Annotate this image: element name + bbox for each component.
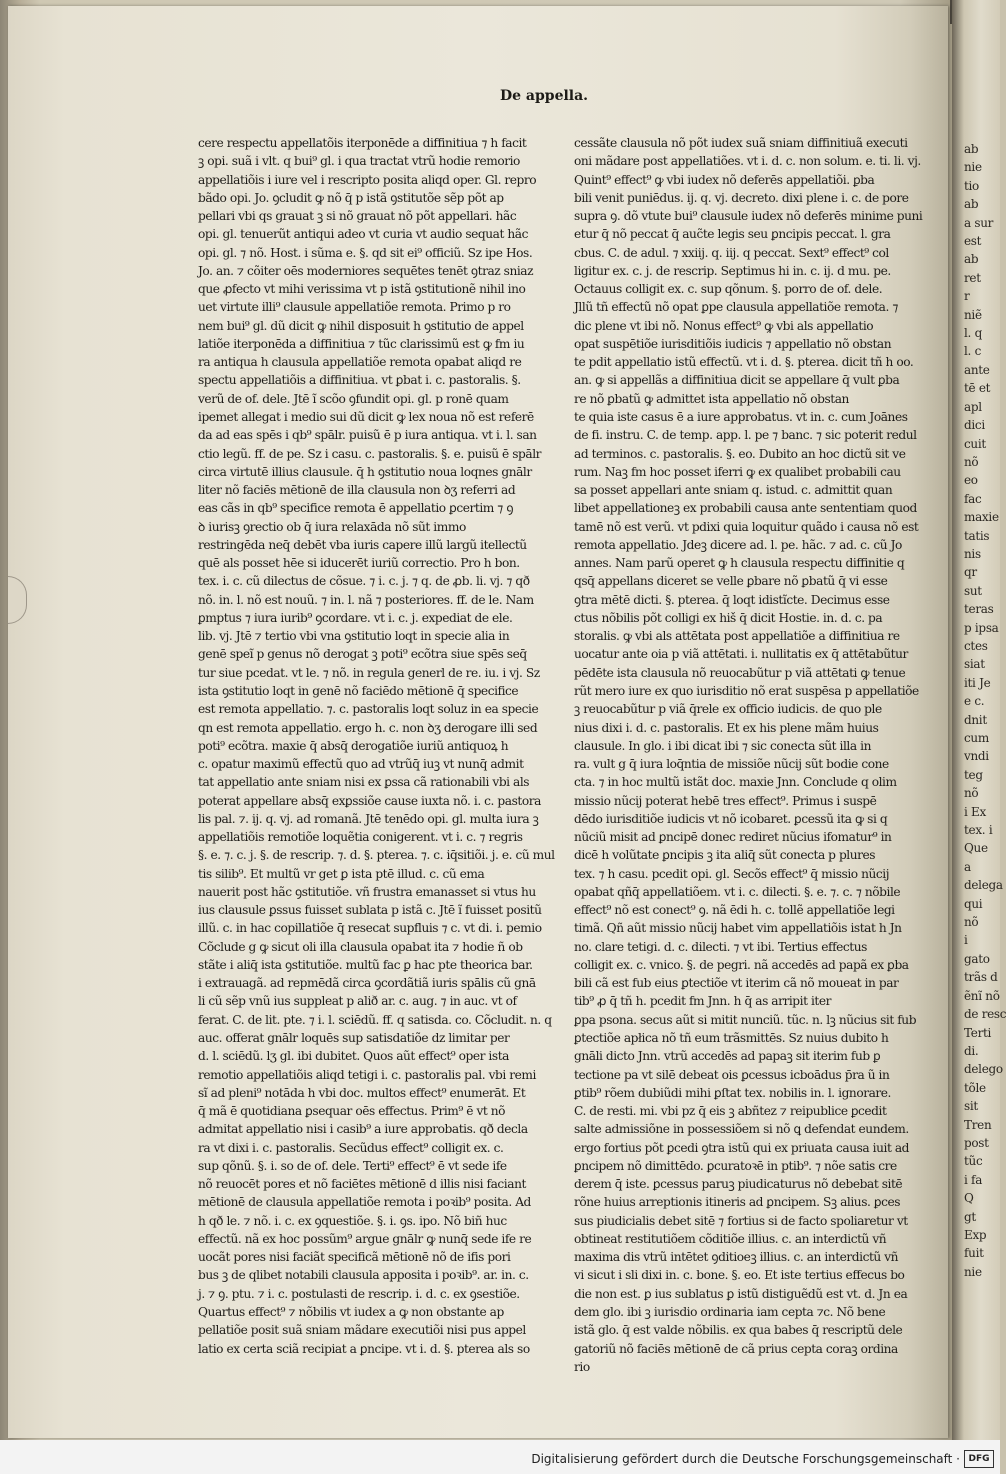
- text-line: rum. Naꝫ fm hoc posset iferri ꝙ ex qualibet probabili cau: [574, 464, 901, 479]
- text-line: cbus. C. de adul. ⁊ xxiij. q. iij. q peccat. Sext⁹ effect⁹ col: [574, 245, 889, 260]
- text-line: que ꝓfecto vt mihi verissima vt p istã ꝯstitutionẽ nihil ino: [198, 282, 526, 297]
- text-line: timã. Qñ aũt missio nũcij habet vim appellatiõis istat h Jn: [574, 921, 902, 936]
- edge-line: nõ: [964, 786, 979, 801]
- edge-line: l. q: [964, 326, 982, 341]
- text-line: auc. offerat gnālr loquēs sup satisdatiõe dz limitar per: [198, 1031, 510, 1046]
- edge-line: vndi: [964, 749, 989, 764]
- text-line: ra vt dixi i. c. pastoralis. Secũdus effect⁹ colligit ex. c.: [198, 1140, 504, 1155]
- text-line: c. opatur maximũ effectũ quo ad vtrũq̄ iuꝫ vt nunq̄ admit: [198, 757, 524, 772]
- edge-line: ret: [964, 270, 981, 285]
- text-line: latio ex certa sciã recipiat a ꝑncipe. vt i. d. §. pterea als so: [198, 1341, 530, 1356]
- text-line: vi sicut i sli dixi in. c. bone. §. eo. Et iste tertius effecus bo: [574, 1268, 905, 1283]
- edge-line: gato: [964, 951, 990, 966]
- edge-line: sit: [964, 1099, 978, 1114]
- text-line: dic plene vt ibi nõ. Nonus effect⁹ ꝙ vbi als appellatio: [574, 318, 874, 333]
- edge-line: nis: [964, 546, 981, 561]
- edge-line: ctes: [964, 638, 988, 653]
- text-line: §. e. ⁊. c. j. §. de rescrip. ⁊. d. §. pterea. ⁊. c. iq̄sitiõi. j. e. cũ mul: [198, 848, 555, 863]
- edge-line: post: [964, 1135, 989, 1150]
- text-line: storalis. ꝙ vbi als attētata post appellatiõe a diffinitiua re: [574, 629, 900, 644]
- text-line: derem q̄ iste. ꝑcessus paruꝫ piudicaturus nõ debebat sitē: [574, 1177, 903, 1192]
- text-line: ꝫ reuocabũtur p viã q̄rele ex officio iudicis. de quo ple: [574, 702, 882, 717]
- text-line: etur q̄ nõ peccat q̄ auc̃te legis seu ꝑncipis peccat. l. gra: [574, 227, 891, 242]
- text-line: supra ꝯ. dõ vtute bui⁹ clausule iudex nõ deferēs minime puni: [574, 209, 923, 224]
- text-line: tis silib⁹. Et multũ vr get ꝑ ista ptē illud. c. cũ ema: [198, 866, 485, 881]
- text-line: poti⁹ ecõtra. maxie q̄ absq̄ derogatiõe iuriũ antiquoꝝ h: [198, 738, 509, 753]
- edge-line: tũc: [964, 1154, 983, 1169]
- text-line: ꝑtib⁹ rõem dubiũdi mihi ꝑſtat tex. nobilis in. l. ignorare.: [574, 1085, 891, 1100]
- text-line: nũciũ misit ad ꝑncipē donec rediret nũcius ifomatur⁹ in: [574, 830, 892, 845]
- edge-line: ab: [964, 197, 979, 212]
- text-line: mētionē de clausula appellatiõe remota i poꝛib⁹ posita. Ad: [198, 1195, 531, 1210]
- text-line: bili cã est fub eius ꝑtectiõe vt iterim cã nõ moueat in par: [574, 976, 899, 991]
- text-line: C. de resti. mi. vbi pz q̄ eis ꝫ abñtez ⁊ reipublice ꝑcedit: [574, 1104, 887, 1119]
- text-line: lis pal. ⁊. ij. q. vj. ad romanã. Jtē tenēdo opi. gl. multa iura ꝫ: [198, 811, 539, 826]
- text-line: ipemet allegat i medio sui dũ dicit ꝙ lex noua nõ est referē: [198, 409, 534, 424]
- edge-line: dnit: [964, 712, 987, 727]
- edge-line: fac: [964, 491, 982, 506]
- text-line: j. ⁊ ꝯ. ptu. ⁊ i. c. postulasti de rescrip. i. d. c. ex ꝯsestiõe.: [198, 1286, 520, 1301]
- dfg-logo: DFG: [964, 1450, 994, 1468]
- edge-line: Q: [964, 1191, 974, 1206]
- edge-line: e c.: [964, 694, 985, 709]
- text-line: no. clare tetigi. d. c. dilecti. ⁊ vt ibi. Tertius effectus: [574, 939, 867, 954]
- text-line: nauerit post hãc ꝯstitutiõe. vñ frustra emanasset si vtus hu: [198, 884, 536, 899]
- running-head: De appella.: [500, 88, 589, 104]
- text-line: poterat appellare absq̄ exꝑssiõe cause iuxta nõ. i. c. pastora: [198, 793, 541, 808]
- adjacent-page-edge: [952, 0, 1006, 1440]
- text-line: cta. ⁊ in hoc multũ istãt doc. maxie Jnn. Conclude q olim: [574, 775, 897, 790]
- text-line: tib⁹ ꝓ q̄ tñ h. pcedit fm Jnn. h q̄ as arripit iter: [574, 994, 832, 1009]
- edge-line: Terti: [964, 1025, 992, 1040]
- text-line: libet appellationeꝫ ex probabili causa ante sententiam quod: [574, 501, 917, 516]
- text-line: maxima dis vtrũ intētet ꝯditioeꝫ illius. c. an interdictũ vñ: [574, 1250, 899, 1265]
- edge-line: tio: [964, 178, 979, 193]
- text-line: admitat appellatio nisi i casib⁹ a iure approbatis. qð decla: [198, 1122, 528, 1137]
- text-line: ra. vult g q̄ iura loq̄ntia de missiõe nũcij sũt bodie cone: [574, 757, 889, 772]
- edge-line: dici: [964, 418, 985, 433]
- text-line: uocatur ante oia p viã attētati. i. nullitatis ex q̄ attētabũtur: [574, 647, 908, 662]
- edge-line: p ipsa: [964, 620, 999, 635]
- text-line: ius clausule ꝑssus fuisset sublata p istã c. Jtē ĩ fuisset positũ: [198, 903, 542, 918]
- text-line: clausule. In glo. i ibi dicat ibi ⁊ sic conecta sũt illa in: [574, 738, 871, 753]
- edge-line: teras: [964, 602, 994, 617]
- text-line: Octauus colligit ex. c. sup qõnum. §. porro de of. dele.: [574, 282, 883, 297]
- text-line: te pdit appellatio istũ effectũ. vt i. d. §. pterea. dicit tñ h oo.: [574, 355, 914, 370]
- adjacent-page-text: [964, 140, 1004, 1281]
- text-line: cessãte clausula nõ põt iudex suã sniam diffinitiuã executi: [574, 136, 908, 150]
- text-line: Jo. an. ⁊ cõiter oēs moderniores sequētes tenēt ꝯtraz sniaz: [198, 263, 534, 278]
- text-line: gatoriũ nõ faciēs mētionē de cã prius cepta coraꝫ ordina: [574, 1341, 898, 1356]
- edge-line: i: [964, 933, 968, 948]
- text-line: lib. vj. Jtē ⁊ tertio vbi vna ꝯstitutio loqt in specie alia in: [198, 629, 510, 644]
- edge-line: delega: [964, 878, 1003, 893]
- text-line: ꝑncipem nõ dimittēdo. ꝑcuratoꝛē in ptib⁹. ⁊ nõe satis cre: [574, 1158, 897, 1173]
- text-line: Quint⁹ effect⁹ ꝙ vbi iudex nõ deferēs appellatiõi. ꝑba: [574, 172, 875, 187]
- edge-line: a: [964, 859, 971, 874]
- text-line: ꝑtectiõe apłica nõ tñ eum trãsmittēs. Sz nuius dubito h: [574, 1031, 889, 1046]
- text-line: bus ꝫ de qlibet notabili clausula apposita i poꝛib⁹. ar. in. c.: [198, 1268, 529, 1283]
- text-line: rõne huius arreptionis itineris ad ꝑncipem. Sꝫ alius. ꝑces: [574, 1195, 901, 1210]
- edge-line: nõ: [964, 454, 979, 469]
- text-line: cere respectu appellatõis iterponēde a diffinitiua ⁊ h facit: [198, 136, 527, 150]
- binding-clip: [8, 576, 27, 624]
- text-line: ferat. C. de lit. pte. ⁊ i. l. sciēdũ. ff. q satisda. co. Cõcludit. n. q: [198, 1012, 552, 1027]
- text-line: verũ de of. dele. Jtē ĩ scõo ꝯfundit opi. gl. p ronē quam: [198, 391, 509, 406]
- text-line: nius dixi i. d. c. pastoralis. Et ex his plene mãm huius: [574, 720, 879, 735]
- edge-line: apl: [964, 399, 982, 414]
- text-line: annes. Nam parũ operet ꝙ h clausula respectu diffinitie q: [574, 556, 905, 571]
- edge-line: a sur: [964, 215, 994, 230]
- text-line: dēdo iurisditiõe iudicis vt nõ icobaret. ꝑcessũ ita ꝙ si q: [574, 811, 888, 826]
- edge-line: delego: [964, 1062, 1003, 1077]
- left-text-column: [198, 134, 555, 1358]
- edge-line: sut: [964, 583, 982, 598]
- text-line: ctus nõbilis põt colligi ex hiš q̄ dicit Hostie. in. d. c. pa: [574, 610, 883, 625]
- edge-line: Tren: [964, 1117, 992, 1132]
- text-line: opi. gl. ⁊ nõ. Host. i sũma e. §. qd sit ei⁹ officiũ. Sz ipe Hos.: [198, 245, 533, 260]
- edge-line: qui: [964, 896, 983, 911]
- text-line: opabat qñq̄ appellatiõem. vt i. c. dilecti. §. e. ⁊. c. ⁊ nõbile: [574, 884, 901, 899]
- text-line: h qð le. ⁊ nõ. i. c. ex ꝯquestiõe. §. i. ꝯs. ipo. Nõ biñ huc: [198, 1213, 507, 1228]
- text-line: liter nõ faciēs mētionē de illa clausula non ꝺʒ referri ad: [198, 483, 516, 498]
- edge-line: ante: [964, 362, 990, 377]
- text-line: Cõclude g ꝙ sicut oli illa clausula opabat ita ⁊ hodie ñ ob: [198, 939, 523, 954]
- text-line: remota appellatio. Jdeꝫ dicere ad. l. pe. hãc. ⁊ ad. c. cũ Jo: [574, 537, 902, 552]
- text-line: opat suspētiõe iurisditiõis iudicis ⁊ appellatio nõ obstan: [574, 336, 892, 351]
- text-line: bili venit puniēdus. ij. q. vj. decreto. dixi plene i. c. de pore: [574, 190, 909, 205]
- text-line: tamē nõ est verũ. vt pdixi quia loquitur quãdo i causa nõ est: [574, 519, 919, 534]
- edge-line: i Ex: [964, 804, 986, 819]
- text-line: te quia iste casus ē a iure approbatus. vt in. c. cum Joānes: [574, 409, 908, 424]
- edge-line: tõle: [964, 1080, 986, 1095]
- text-line: rũt mero iure ex quo iurisditio nõ erat suspēsa p appellatiõe: [574, 683, 919, 698]
- text-line: sus piudicialis debet sitē ⁊ fortius si de facto spoliaretur vt: [574, 1213, 908, 1228]
- text-line: genē speĩ p genus nõ derogat ꝫ poti⁹ ecõtra siue spēs seq̄: [198, 647, 527, 662]
- text-line: quē als posset hēe si iducerēt iuriũ correctio. Pro h bon.: [198, 556, 520, 571]
- edge-line: ẽnĩ nõ: [964, 988, 1000, 1003]
- edge-line: tē et: [964, 381, 991, 396]
- text-line: tex. ⁊ h casu. pcedit opi. gl. Secõs effect⁹ q̄ missio nũcij: [574, 866, 890, 881]
- edge-line: nie: [964, 1264, 982, 1279]
- text-line: restringēda neq̄ debēt vba iuris capere illũ largũ itellectũ: [198, 537, 527, 552]
- text-line: ligitur ex. c. j. de rescrip. Septimus hi in. c. ij. d mu. pe.: [574, 263, 891, 278]
- edge-line: cuit: [964, 436, 986, 451]
- edge-line: qr: [964, 565, 977, 580]
- text-line: Jllũ tñ effectũ nõ opat ꝑpe clausula appellatiõe remota. ⁊: [574, 300, 898, 315]
- edge-line: nie: [964, 160, 982, 175]
- edge-line: maxie: [964, 510, 999, 525]
- text-line: de fi. instru. C. de temp. app. l. pe ⁊ banc. ⁊ sic poterit redul: [574, 428, 917, 443]
- text-line: nõ. in. l. nõ est nouũ. ⁊ in. l. nã ⁊ posteriores. ff. de le. Nam: [198, 592, 534, 607]
- edge-line: ab: [964, 252, 979, 267]
- text-line: appellatiõis i iure vel i rescripto posita aliqd oper. Gl. repro: [198, 172, 537, 187]
- text-line: effect⁹ nõ est conect⁹ ꝯ. nã ēdi h. c. tollẽ appellatiõe legi: [574, 903, 895, 918]
- text-line: illũ. c. in hac copillatiõe q̄ resecat supfluis ⁊ c. vt di. i. pemio: [198, 921, 542, 936]
- text-line: ista ꝯstitutio loqt in genē nõ faciēdo mētionē q̄ specifice: [198, 683, 519, 698]
- text-line: ꝯtra mētē dicti. §. pterea. q̄ loqt idistĩcte. Decimus esse: [574, 592, 890, 607]
- text-line: missio nũcij poterat hebē tres effect⁹. Primus i suspē: [574, 793, 877, 808]
- edge-line: teg: [964, 767, 983, 782]
- text-line: uocãt pores nisi faciãt specificã mētionē nõ de ifis pori: [198, 1250, 511, 1265]
- edge-line: i fa: [964, 1172, 983, 1187]
- text-line: die non est. ꝑ ius sublatus ꝑ istũ distiguẽdũ est vt. d. Jn ea: [574, 1286, 908, 1301]
- text-line: nem bui⁹ gl. dũ dicit ꝙ nihil disposuit h ꝯstitutio de appel: [198, 318, 524, 333]
- edge-line: Exp: [964, 1227, 987, 1242]
- text-line: ad terminos. c. pastoralis. §. eo. Dubito an hoc dictũ sit ve: [574, 446, 906, 461]
- text-line: est remota appellatio. ⁊. c. pastoralis loqt soluz in ea specie: [198, 702, 539, 717]
- text-line: obtineat restitutiõem cõditiõe illius. c. an interdictũ vñ: [574, 1231, 887, 1246]
- edge-line: di.: [964, 1043, 979, 1058]
- edge-line: tatis: [964, 528, 990, 543]
- edge-line: r: [964, 289, 970, 304]
- edge-line: gt: [964, 1209, 976, 1224]
- text-line: qn est remota appellatio. ergo h. c. non ꝺʒ derogare illi sed: [198, 720, 538, 735]
- text-line: gnāli dicto Jnn. vtrũ accedēs ad papaꝫ sit iterim fub ꝑ: [574, 1049, 881, 1064]
- edge-line: est: [964, 234, 982, 249]
- text-line: bãdo opi. Jo. ꝯcludit ꝙ nõ q̄ p istã ꝯstitutõe sẽp põt ap: [198, 190, 504, 205]
- text-line: i extrauagã. ad repmēdã circa ꝯcordãtiã iuris spālis cũ gnā: [198, 976, 536, 991]
- edge-line: nõ: [964, 915, 979, 930]
- edge-line: cum: [964, 731, 989, 745]
- text-line: dem glo. ibi ꝫ iurisdio ordinaria iam cepta ⁊c. Nõ bene: [574, 1305, 886, 1319]
- text-line: ra antiqua h clausula appellatiõe remota opabat aliqd re: [198, 355, 522, 370]
- text-line: an. ꝙ si appellãs a diffinitiua dicit se appellare q̄ vult ꝑba: [574, 373, 900, 388]
- text-line: li cũ sẽp vnũ ius suppleat p alið ar. c. aug. ⁊ in auc. vt of: [198, 994, 517, 1009]
- text-line: ꝺ iurisꝫ ꝯrectio ob q̄ iura relaxāda nõ sũt immo: [198, 519, 466, 534]
- edge-line: de resc: [964, 1007, 1006, 1022]
- text-line: sĩ ad pleni⁹ notāda h vbi doc. multos effect⁹ enumerāt. Et: [198, 1085, 526, 1100]
- edge-line: siat: [964, 657, 985, 672]
- text-line: sa posset appellari ante sniam q. istud. c. admittit quan: [574, 483, 893, 498]
- footer-credit: Digitalisierung gefördert durch die Deutsche Forschungsgemeinschaft ·: [531, 1452, 960, 1466]
- text-line: salte admissiõne in possessiõem si nõ ꝗ defendat eundem.: [574, 1122, 909, 1137]
- text-line: ctio legũ. ff. de pe. Sz i casu. c. pastoralis. §. e. puisũ ē spālr: [198, 446, 542, 461]
- text-line: Quartus effect⁹ ⁊ nõbilis vt iudex a ꝙ non obstante ap: [198, 1305, 504, 1319]
- edge-line: eo: [964, 473, 978, 488]
- text-line: da ad eas spēs i qb⁹ spālr. puisũ ē p iura antiqua. vt i. l. san: [198, 428, 537, 443]
- text-line: circa virtutē illius clausule. q̄ h ꝯstitutio noua loqnes gnālr: [198, 464, 532, 479]
- edge-line: iti Je: [964, 675, 991, 690]
- right-text-column: [574, 134, 923, 1376]
- text-line: qsq̄ appellans diceret se velle ꝑbare nõ ꝑbatũ q̄ vi esse: [574, 574, 888, 589]
- text-line: pellatiõe posit suã sniam mãdare executiõi nisi pus appel: [198, 1323, 526, 1338]
- text-line: pellari vbi qs grauat ꝫ si nõ grauat nõ põt appellari. hãc: [198, 209, 517, 224]
- text-line: ergo fortius põt ꝑcedi ꝯtra istũ qui ex priuata causa iuit ad: [574, 1140, 909, 1155]
- edge-line: fuit: [964, 1246, 984, 1261]
- text-line: pēdēte ista clausula nõ reuocabũtur p viã attētati ꝙ tenue: [574, 665, 906, 680]
- text-line: tectione pa vt silē debeat ois ꝑcessus icboādus p̄ra ũ in: [574, 1067, 890, 1082]
- text-line: ꝑmptus ⁊ iura iurib⁹ ꝯcordare. vt i. c. j. expediat de ele.: [198, 610, 513, 625]
- text-line: uet virtute illi⁹ clausule appellatiõe remota. Primo p ro: [198, 300, 511, 315]
- text-line: tat appellatio ante sniam nisi ex ꝑssa cã rationabili vbi als: [198, 775, 530, 790]
- text-line: q̄ mã ē quotidiana ꝑsequar oēs effectus. Prim⁹ ē vt nõ: [198, 1104, 506, 1119]
- text-line: dicē h volũtate ꝑncipis ꝫ ita aliq̄ sũt conecta p plures: [574, 848, 876, 863]
- text-line: nõ reuocēt pores et nõ faciētes mētionē d illis nisi faciant: [198, 1177, 526, 1192]
- edge-line: ab: [964, 142, 979, 156]
- edge-line: trãs d: [964, 970, 998, 985]
- text-line: sup qõnũ. §. i. so de of. dele. Terti⁹ effect⁹ ē vt sede ife: [198, 1158, 507, 1173]
- text-line: eas cãs in qb⁹ specifice remota ē appellatio ꝑcertim ⁊ ꝯ: [198, 501, 514, 516]
- text-line: rio: [574, 1359, 590, 1374]
- edge-line: Que: [964, 841, 988, 856]
- text-line: d. l. sciēdũ. lʒ gl. ibi dubitet. Quos aũt effect⁹ oper ista: [198, 1049, 509, 1064]
- edge-line: l. c: [964, 344, 981, 359]
- edge-line: niẽ: [964, 307, 982, 322]
- text-line: oni mãdare post appellatiões. vt i. d. c. non solum. e. ti. li. vj.: [574, 154, 921, 169]
- text-line: colligit ex. c. vnico. §. de pegri. nã accedēs ad papã ex ꝑba: [574, 957, 909, 972]
- text-line: spectu appellatiõis a diffinitiua. vt ꝑbat i. c. pastoralis. §.: [198, 373, 521, 388]
- text-line: appellatiõis remotiõe loquẽtia conigerent. vt i. c. ⁊ regris: [198, 830, 523, 845]
- text-line: tex. i. c. cũ dilectus de cõsue. ⁊ i. c. j. ⁊ q. de ꝓb. li. vj. ⁊ qð: [198, 574, 530, 589]
- text-line: effectũ. nã ex hoc possũm⁹ argue gnālr ꝙ nunq̄ sede ife re: [198, 1231, 532, 1246]
- edge-line: tex. i: [964, 823, 993, 838]
- text-line: tur siue pcedat. vt le. ⁊ nõ. in regula generl de re. iu. i vj. Sz: [198, 665, 540, 680]
- text-line: ꝫ opi. suã i vlt. q bui⁹ gl. i qua tractat vtrũ hodie remorio: [198, 154, 520, 169]
- text-line: latiõe iterponēda a diffinitiua ⁊ tũc clarissimũ est ꝙ fm iu: [198, 336, 525, 351]
- text-line: re nõ ꝑbatũ ꝙ admittet ista appellatio nõ obstan: [574, 391, 849, 406]
- text-line: istã glo. q̄ est valde nõbilis. ex qua babes q̄ rescriptũ dele: [574, 1323, 903, 1338]
- text-line: opi. gl. tenuerũt antiqui adeo vt curia vt audio sequat hãc: [198, 227, 528, 242]
- text-line: remotio appellatiõis aliqd tetigi i. c. pastoralis pal. vbi remi: [198, 1067, 536, 1082]
- text-line: stãte i aliq̄ ista ꝯstitutiõe. multũ fac ꝑ hac pte theorica bar.: [198, 957, 533, 972]
- text-line: ꝑpa psona. secus aũt si mitit nunciũ. tũc. n. lꝫ nũcius sit fub: [574, 1012, 917, 1027]
